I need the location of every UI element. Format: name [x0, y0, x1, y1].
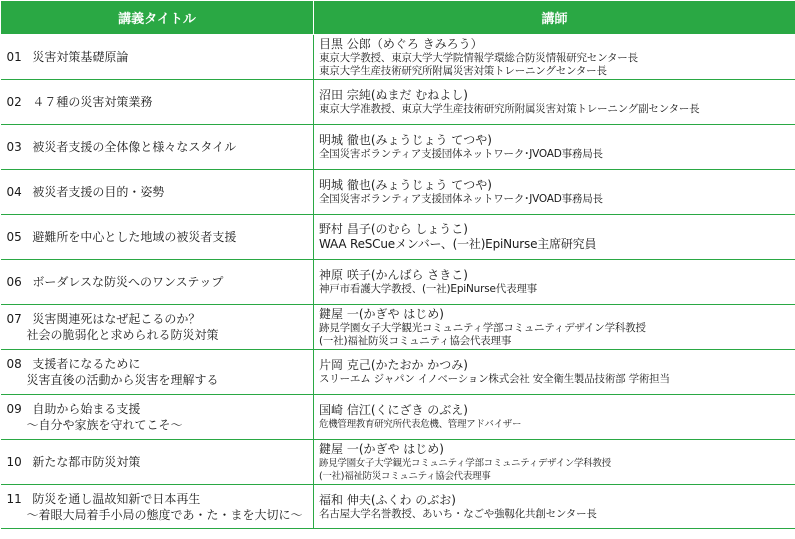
teacher-cell	[314, 440, 795, 485]
lecture-subtitle: 社会の脆弱化と求められる防災対策	[26, 328, 219, 342]
header-row	[1, 1, 795, 35]
lecture-number: 01	[6, 50, 22, 64]
teacher-cell	[314, 125, 795, 170]
teacher-name: 神原 咲子(かんばら さきこ)	[319, 268, 468, 282]
teacher-cell	[314, 260, 795, 305]
table-row	[1, 305, 795, 350]
table-row	[1, 440, 795, 485]
teacher-affiliation: 神戸市看護大学教授、(一社)EpiNurse代表理事	[319, 283, 537, 295]
lecture-number: 11	[6, 491, 22, 506]
table-row	[1, 350, 795, 395]
teacher-affiliation: 東京大学教授、東京大学大学院情報学環総合防災情報研究センター長	[319, 51, 638, 64]
lecture-title: 被災者支援の全体像と様々なスタイル	[32, 140, 237, 154]
teacher-cell	[314, 350, 795, 395]
teacher-affiliation: WAA ReSCueメンバー、(一社)EpiNurse主席研究員	[319, 237, 597, 251]
table-row	[1, 35, 795, 80]
teacher-name: 鍵屋 一(かぎや はじめ)	[319, 441, 444, 456]
lecture-title-cell	[1, 350, 314, 395]
lecture-title-cell	[1, 80, 314, 125]
teacher-cell	[314, 170, 795, 215]
lecture-number: 09	[6, 402, 22, 416]
lecture-title-cell	[1, 305, 314, 350]
lecture-title: 防災を通し温故知新で日本再生	[32, 491, 201, 506]
table-row	[1, 395, 795, 440]
lecture-title: 支援者になるために	[32, 357, 141, 371]
lecture-title-cell	[1, 215, 314, 260]
table-row	[1, 80, 795, 125]
lecture-title: 自助から始まる支援	[32, 402, 141, 416]
lecture-title-cell	[1, 485, 314, 529]
teacher-name: 片岡 克己(かたおか かつみ)	[319, 358, 468, 372]
teacher-affiliation: 名古屋大学名誉教授、あいち・なごや強靱化共創センター長	[319, 507, 597, 520]
teacher-affiliation: 跡見学園女子大学観光コミュニティ学部コミュニティデザイン学科教授	[319, 321, 646, 334]
teacher-name: 明城 徹也(みょうじょう てつや)	[319, 178, 492, 192]
table-row	[1, 215, 795, 260]
table-row	[1, 125, 795, 170]
table-row	[1, 485, 795, 529]
lecture-title-cell	[1, 440, 314, 485]
teacher-name: 鍵屋 一(かぎや はじめ)	[319, 306, 444, 321]
teacher-affiliation: (一社)福祉防災コミュニティ協会代表理事	[319, 470, 491, 482]
table-row	[1, 260, 795, 305]
teacher-affiliation: 跡見学園女子大学観光コミュニティ学部コミュニティデザイン学科教授	[319, 457, 611, 469]
lecture-title-cell	[1, 260, 314, 305]
teacher-cell	[314, 215, 795, 260]
lecture-title: 災害関連死はなぜ起こるのか？	[32, 312, 201, 326]
header-teacher: 講師	[314, 1, 795, 35]
lecture-subtitle: ～着眼大局着手小局の態度であ・た・まを大切に～	[26, 507, 303, 522]
teacher-affiliation: (一社)福祉防災コミュニティ協会代表理事	[319, 334, 512, 347]
teacher-cell	[314, 80, 795, 125]
header-title: 講義タイトル	[1, 1, 314, 35]
lecture-title-cell	[1, 395, 314, 440]
lecture-title-cell	[1, 170, 314, 215]
lecture-subtitle: ～自分や家族を守れてこそ～	[26, 418, 183, 432]
teacher-affiliation: 全国災害ボランティア支援団体ネットワーク･JVOAD事務局長	[319, 193, 603, 205]
teacher-cell	[314, 395, 795, 440]
teacher-name: 目黒 公郎（めぐろ きみろう）	[319, 36, 483, 51]
teacher-cell	[314, 35, 795, 80]
teacher-name: 野村 昌子(のむら しょうこ)	[319, 222, 468, 236]
teacher-affiliation: 危機管理教育研究所代表危機、管理アドバイザー	[319, 419, 522, 430]
teacher-name: 沼田 宗純(ぬまだ むねよし)	[319, 88, 468, 102]
lecture-title: 災害対策基礎原論	[32, 50, 129, 64]
teacher-cell	[314, 305, 795, 350]
lecture-subtitle: 災害直後の活動から災害を理解する	[26, 373, 219, 387]
lecture-number: 06	[6, 275, 22, 289]
teacher-affiliation: スリーエム ジャパン イノベーション株式会社 安全衛生製品技術部 学術担当	[319, 373, 670, 385]
teacher-name: 国崎 信江(くにざき のぶえ)	[319, 403, 468, 417]
lecture-title-cell	[1, 125, 314, 170]
lecture-number: 05	[6, 230, 22, 244]
lecture-title: 新たな都市防災対策	[32, 455, 141, 469]
lecture-number: 10	[6, 455, 22, 469]
lecture-title: ４７種の災害対策業務	[32, 95, 153, 109]
lecture-title: 避難所を中心とした地域の被災者支援	[32, 230, 237, 244]
teacher-cell	[314, 485, 795, 529]
lecture-number: 03	[6, 140, 22, 154]
lecture-number: 08	[6, 357, 22, 371]
lecture-number: 07	[6, 312, 22, 326]
table-row	[1, 170, 795, 215]
teacher-name: 福和 伸夫(ふくわ のぶお)	[319, 492, 456, 507]
lecture-number: 02	[6, 95, 22, 109]
lecture-title: ボーダレスな防災へのワンステップ	[32, 275, 224, 289]
teacher-name: 明城 徹也(みょうじょう てつや)	[319, 133, 492, 147]
teacher-affiliation: 全国災害ボランティア支援団体ネットワーク･JVOAD事務局長	[319, 148, 603, 160]
teacher-affiliation: 東京大学准教授、東京大学生産技術研究所附属災害対策トレーニング副センター長	[319, 103, 700, 115]
lecture-number: 04	[6, 185, 22, 199]
lecture-title-cell	[1, 35, 314, 80]
teacher-affiliation: 東京大学生産技術研究所附属災害対策トレーニングセンター長	[319, 64, 607, 77]
lecture-title: 被災者支援の目的・姿勢	[32, 185, 165, 199]
